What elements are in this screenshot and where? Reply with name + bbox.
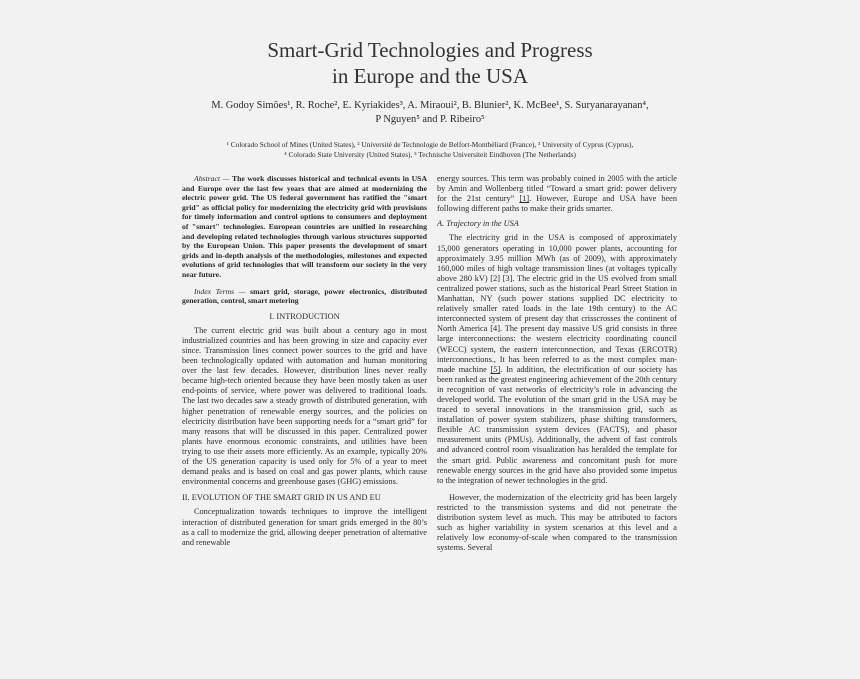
paper-title-line1: Smart-Grid Technologies and Progress xyxy=(267,38,593,62)
abstract-text: The work discusses historical and technical events in USA and Europe over the last few years that are aimed at modernizing the electric power grid. The US federal government has ratified the "smart grid" as official policy for modernizing the electricity grid with provisions for timely information and control options to consumers and deployment of "smart" technologies. European countries are unified in researching and developing related technologies through various structures supported by the European Union. This paper presents the development of smart grids and in-depth analysis of the methodologies, milestones and expected evolutions of grid technologies that will transform our society in the very near future. xyxy=(182,174,427,279)
author-line2: P Nguyen⁵ and P. Ribeiro⁵ xyxy=(375,114,485,125)
subsection-heading-usa: A. Trajectory in the USA xyxy=(437,219,519,229)
right-p1-text-b: . However, Europe and USA have been following different paths to make their grids smarter. xyxy=(437,194,678,214)
author-line1: M. Godoy Simões¹, R. Roche², E. Kyriakides³, A. Miraoui², B. Blunier², K. McBee¹, S. Suryanarayanan⁴, xyxy=(211,100,649,111)
index-terms xyxy=(182,287,427,306)
author-list xyxy=(120,99,740,127)
right-paragraph-1 xyxy=(437,174,677,214)
right-paragraph-3: However, the modernization of the electricity grid has been largely restricted to the transmission systems and did not penetrate the distribution system level as much. This may be attributed to factors such as higher variability in system scenarios at this level and a relatively low economy-of-scale when compared to the transmission systems. Several xyxy=(437,492,677,553)
abstract xyxy=(182,174,427,280)
left-column xyxy=(182,174,427,548)
index-terms-text: smart grid, storage, power electronics, distributed generation, control, smart metering xyxy=(182,286,427,306)
right-paragraph-2 xyxy=(437,233,677,485)
index-terms-label: Index Terms — xyxy=(194,286,246,296)
right-column xyxy=(437,174,677,553)
reference-link-1[interactable]: [1] xyxy=(519,194,530,204)
reference-link-5[interactable]: [5] xyxy=(490,364,501,374)
affiliation-line2: ⁴ Colorado State University (United States), ⁵ Technische Universiteit Eindhoven (The Netherlands) xyxy=(284,150,576,159)
right-p1-text-a: energy sources. This term was probably coined in 2005 with the article by Amin and Wollenberg titled “Toward a smart grid: power delivery for the 21st century” xyxy=(437,174,677,204)
introduction-paragraph: The current electric grid was built about a century ago in most industrialized countries and has been growing in size and capacity ever since. Transmission lines connect power sources to the grid and have been technologically updated with automation and human monitoring over the last few decades. However, distribution lines never really became high-tech oriented because they have been mostly taken as user end-points of service, where power was delivered to traditional loads. The last two decades saw a steady growth of distributed generation, with higher penetration of renewable energy sources, and the policies on electricity distribution have been supporting needs for a “smart grid” for many reasons that will be discussed in this paper. Centralized power plants have enormous economic constraints, and utilities have been trying to use their assets more efficiently. As an example, typically 20% of the US generation capacity is used only for 5% of a year to meet demand peaks and is based on coal and gas power plants, which cause environmental concerns and greenhouse gases (GHG) emissions. xyxy=(182,325,427,487)
affiliation-line1: ¹ Colorado School of Mines (United States), ² Université de Technologie de Belfort-Montbéliard (France), ³ University of Cyprus (Cyprus), xyxy=(226,140,634,149)
section-heading-evolution: II. EVOLUTION OF THE SMART GRID IN US AND EU xyxy=(182,493,381,503)
right-p2-text-a: The electricity grid in the USA is composed of approximately 15,000 generators operating in 10,000 power plants, accounting for approximately 3.95 million MWh (as of 2009), with approximately 160,000 miles of high voltage transmission lines (at voltages typically above 280 kV) [2] [3]. The electric grid in the US evolved from small centralized power stations, such as the historical Pearl Street Station in Manhattan, NY (such power stations supplied DC electricity to relatively smaller rated loads in the late 19th century) to the AC interconnected system of present day that crisscrosses the continent of North America [4]. The present day massive US grid consists in three large interconnections: the western electricity coordinating council (WECC) system, the eastern interconnection, and Texas (ERCOTR) interconnections., It has been referred to as the most complex man-made machine xyxy=(437,233,677,374)
affiliations xyxy=(140,140,720,160)
abstract-label: Abstract — xyxy=(194,174,230,183)
evolution-paragraph: Conceptualization towards techniques to improve the intelligent interaction of distributed generation for smart grids emerged in the 80’s as a call to modernize the grid, allowing deeper penetration of alternative and renewable xyxy=(182,507,427,547)
paper-title-line2: in Europe and the USA xyxy=(332,64,528,88)
section-heading-introduction: I. INTRODUCTION xyxy=(269,311,340,321)
right-p2-text-b: . In addition, the electrification of our society has been ranked as the greatest engineering achievement of the 20th century in recognition of vast networks of electricity’s role in advancing the developed world. The evolution of the smart grid in the USA may be traced to several innovations in the transmission grid, such as installation of power system stabilizers, phase shifting transformers, flexible AC transmission system devices (FACTS), and phasor measurement units (PMUs). Additionally, the advent of fast controls and advanced control room visualization has heralded the template for the smart grid. Public awareness and concomitant push for more renewable energy sources in the grid have also provided some impetus to the integration of newer technologies in the grid. xyxy=(437,364,677,485)
